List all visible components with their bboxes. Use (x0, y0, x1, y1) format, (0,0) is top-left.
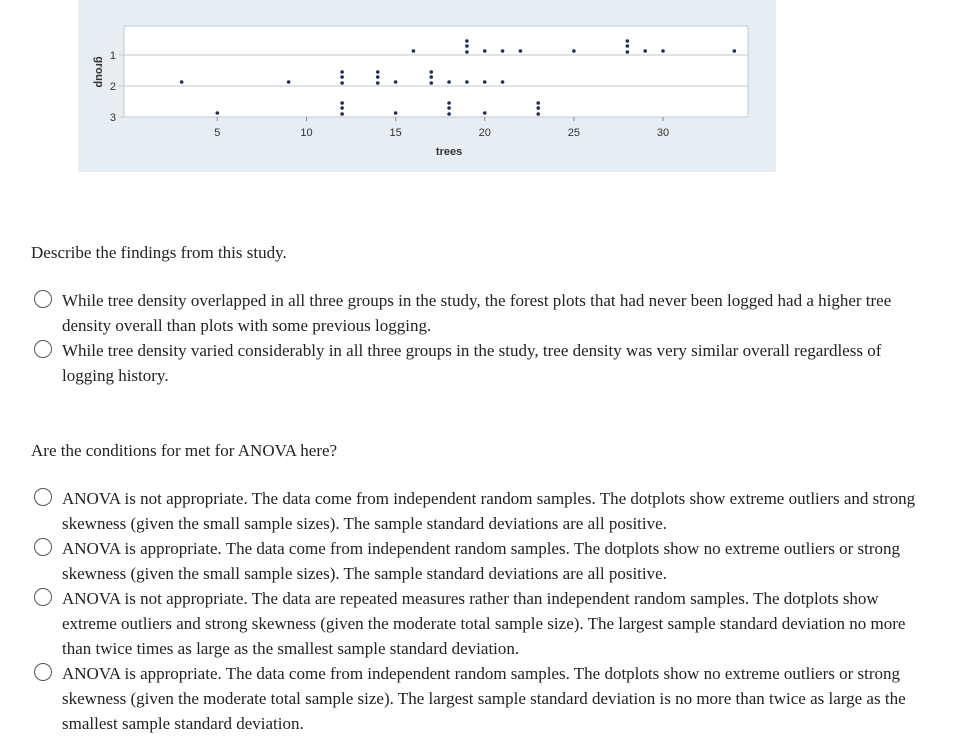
x-axis-label: trees (435, 146, 463, 158)
x-tick-label-30: 30 (656, 127, 670, 139)
dot-group2-x17-0 (429, 81, 433, 85)
radio-button[interactable] (34, 340, 52, 358)
q1-option-1[interactable] (34, 288, 934, 338)
dot-group2-x17-1 (429, 75, 433, 79)
q2-option-1-text: ANOVA is not appropriate. The data come from independent random samples. The dotplots show extreme outliers and strong skewness (given the small sample sizes). The sample standard deviations are all positive. (62, 489, 916, 533)
dot-group3-x23-2 (536, 101, 540, 105)
dot-group1-x28-0 (626, 50, 630, 54)
q1-option-1-text: While tree density overlapped in all three groups in the study, the forest plots that had never been logged had a higher tree density overall than plots with some previous logging. (62, 291, 892, 335)
dotplot-svg (78, 0, 776, 172)
x-tick-label-15: 15 (389, 127, 402, 139)
dot-group2-x19-0 (465, 80, 469, 84)
dot-group1-x30-0 (661, 49, 665, 53)
dot-group3-x15-0 (394, 111, 398, 115)
dot-group1-x29-0 (643, 49, 647, 53)
q1-option-2[interactable] (34, 338, 934, 388)
y-axis-label: group (93, 56, 105, 88)
dot-group3-x20-0 (483, 111, 487, 115)
radio-button[interactable] (34, 290, 52, 308)
question-2-options (34, 486, 934, 736)
q2-option-1[interactable] (34, 486, 934, 536)
dot-group1-x19-0 (465, 50, 469, 54)
dot-group2-x21-0 (501, 80, 505, 84)
q2-option-4[interactable] (34, 661, 934, 736)
radio-button[interactable] (34, 488, 52, 506)
dot-group3-x23-0 (536, 112, 540, 116)
dot-group1-x28-2 (626, 39, 630, 43)
question-2-prompt: Are the conditions for met for ANOVA here? (31, 441, 338, 460)
dot-group3-x18-1 (447, 106, 451, 110)
question-1-prompt: Describe the findings from this study. (31, 243, 287, 262)
dot-group2-x12-2 (340, 70, 344, 74)
dot-group3-x12-0 (340, 112, 344, 116)
dot-group2-x12-0 (340, 81, 344, 85)
dot-group2-x20-0 (483, 80, 487, 84)
dot-group1-x20-0 (483, 49, 487, 53)
dot-group1-x34-0 (733, 49, 737, 53)
plot-area (124, 26, 748, 117)
dot-group3-x5-0 (216, 111, 220, 115)
dot-group1-x25-0 (572, 49, 576, 53)
q2-option-3-text: ANOVA is not appropriate. The data are repeated measures rather than independent random samples. The dotplots show extreme outliers and strong skewness (given the moderate total sample size). The largest sample standard deviation no more than twice times as large as the smallest sample standard deviation. (62, 589, 906, 658)
q2-option-2[interactable] (34, 536, 934, 586)
x-tick-label-25: 25 (567, 127, 581, 139)
dot-group2-x14-1 (376, 75, 380, 79)
dot-group3-x12-2 (340, 101, 344, 105)
x-tick-label-5: 5 (214, 127, 221, 139)
group-tick-label-1: 1 (109, 50, 116, 62)
group-tick-label-2: 2 (109, 81, 116, 93)
dot-group2-x18-0 (447, 80, 451, 84)
radio-button[interactable] (34, 663, 52, 681)
dot-group2-x9-0 (287, 80, 291, 84)
dot-group2-x15-0 (394, 80, 398, 84)
dot-group1-x16-0 (412, 49, 416, 53)
x-tick-label-10: 10 (300, 127, 313, 139)
dot-group1-x19-1 (465, 44, 469, 48)
dot-group1-x28-1 (626, 44, 630, 48)
dot-group2-x17-2 (429, 70, 433, 74)
dot-group3-x18-2 (447, 101, 451, 105)
dot-group1-x21-0 (501, 49, 505, 53)
dot-group1-x19-2 (465, 39, 469, 43)
q2-option-4-text: ANOVA is appropriate. The data come from independent random samples. The dotplots show no extreme outliers or strong skewness (given the moderate total sample size). The largest sample standard deviation is no more than twice as large as the smallest sample standard deviation. (62, 664, 906, 733)
dot-group2-x14-2 (376, 70, 380, 74)
dot-group2-x12-1 (340, 75, 344, 79)
q2-option-3[interactable] (34, 586, 934, 661)
question-1-options (34, 288, 934, 388)
q1-option-2-text: While tree density varied considerably in all three groups in the study, tree density was very similar overall regardless of logging history. (62, 341, 882, 385)
dot-group3-x18-0 (447, 112, 451, 116)
radio-button[interactable] (34, 588, 52, 606)
dot-group2-x14-0 (376, 81, 380, 85)
dotplot-chart (78, 0, 776, 172)
dot-group3-x12-1 (340, 106, 344, 110)
radio-button[interactable] (34, 538, 52, 556)
q2-option-2-text: ANOVA is appropriate. The data come from independent random samples. The dotplots show no extreme outliers or strong skewness (given the small sample sizes). The sample standard deviations are all positive. (62, 539, 901, 583)
group-tick-label-3: 3 (109, 112, 116, 124)
dot-group3-x23-1 (536, 106, 540, 110)
dot-group1-x22-0 (519, 49, 523, 53)
dot-group2-x3-0 (180, 80, 184, 84)
x-tick-label-20: 20 (478, 127, 491, 139)
